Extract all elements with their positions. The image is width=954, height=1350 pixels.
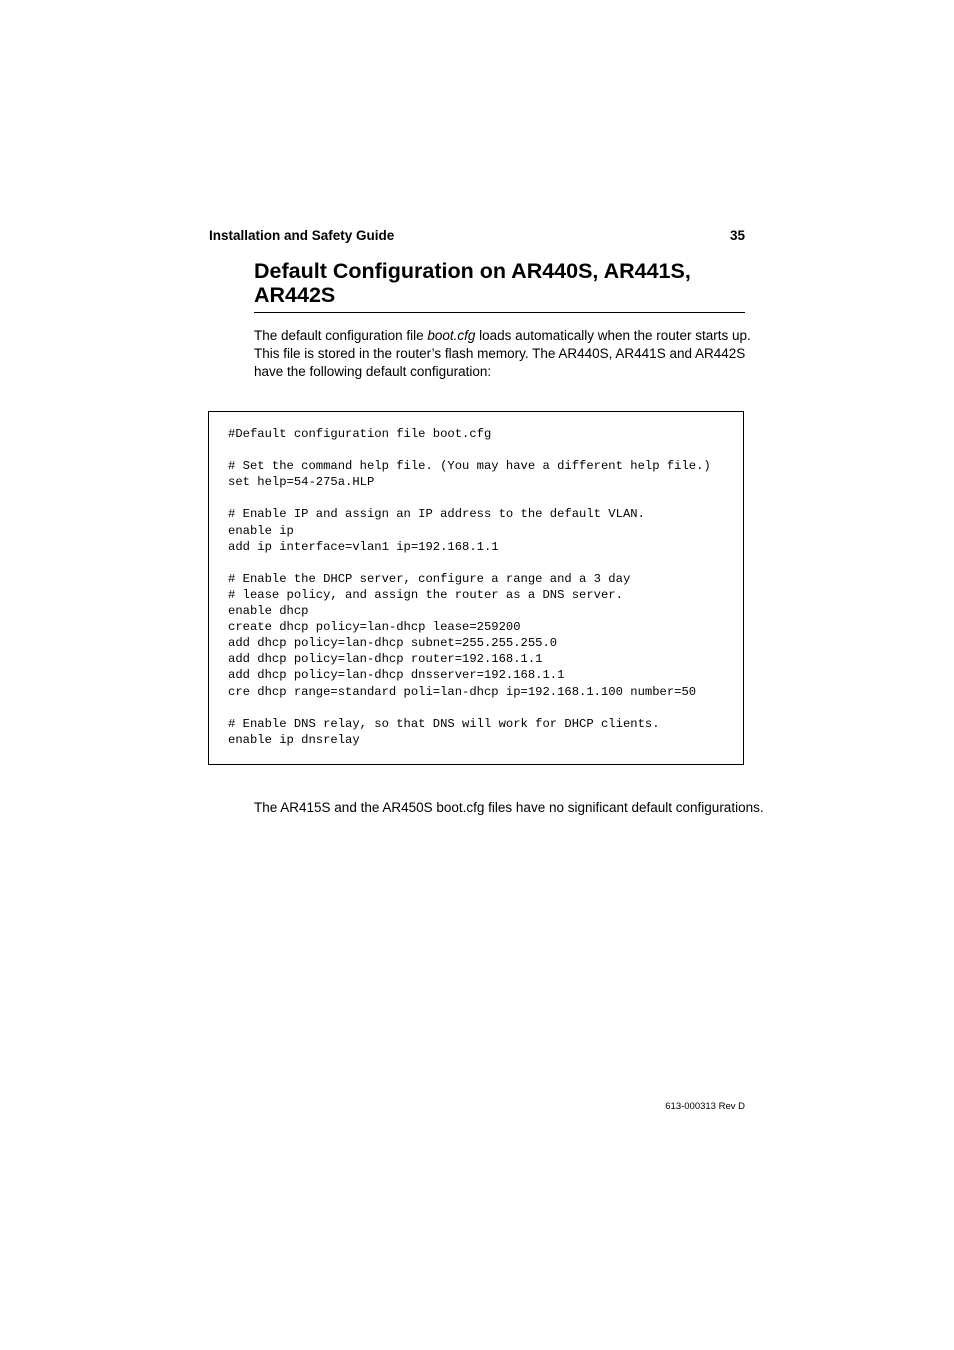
code-line: set help=54-275a.HLP xyxy=(228,475,375,490)
intro-line-2: This file is stored in the router’s flash memory. The AR440S, AR441S and AR442S xyxy=(254,346,746,361)
document-revision-code: 613-000313 Rev D xyxy=(665,1101,745,1112)
running-header xyxy=(209,228,745,246)
code-line: # lease policy, and assign the router as a DNS server. xyxy=(228,587,623,602)
code-line: cre dhcp range=standard poli=lan-dhcp ip=192.168.1.100 number=50 xyxy=(228,684,697,699)
code-line: # Enable the DHCP server, configure a range and a 3 day xyxy=(228,571,631,586)
intro-line-1 xyxy=(254,327,754,345)
section-heading-line-1: Default Configuration on AR440S, AR441S, xyxy=(254,259,691,283)
intro-line-1-start: The default configuration file xyxy=(254,328,428,343)
code-line xyxy=(228,555,711,571)
code-line xyxy=(228,490,711,506)
code-line: enable ip xyxy=(228,523,294,538)
guide-title: Installation and Safety Guide xyxy=(209,228,395,243)
intro-paragraph xyxy=(254,327,754,381)
code-line: create dhcp policy=lan-dhcp lease=259200 xyxy=(228,620,521,635)
code-line: add dhcp policy=lan-dhcp router=192.168.1.1 xyxy=(228,652,543,667)
code-line xyxy=(228,700,711,716)
code-line: # Enable DNS relay, so that DNS will work for DHCP clients. xyxy=(228,716,660,731)
code-line: add dhcp policy=lan-dhcp subnet=255.255.255.0 xyxy=(228,636,558,651)
code-line: enable dhcp xyxy=(228,604,309,619)
intro-line-3: have the following default configuration: xyxy=(254,364,492,379)
code-line: enable ip dnsrelay xyxy=(228,732,360,747)
outro-paragraph: The AR415S and the AR450S boot.cfg files have no significant default configurations. xyxy=(254,800,764,815)
config-code-listing xyxy=(228,426,711,748)
section-heading-line-2: AR442S xyxy=(254,283,336,307)
code-line: #Default configuration file boot.cfg xyxy=(228,427,492,441)
section-heading xyxy=(254,259,745,313)
page-number: 35 xyxy=(729,228,745,243)
code-line: # Enable IP and assign an IP address to the default VLAN. xyxy=(228,507,645,522)
config-code-box xyxy=(208,411,744,765)
code-line xyxy=(228,442,711,458)
code-line: # Set the command help file. (You may have a different help file.) xyxy=(228,459,711,474)
intro-line-1-end: loads automatically when the router starts up. xyxy=(475,328,751,343)
boot-cfg-filename: boot.cfg xyxy=(427,328,476,343)
code-line: add ip interface=vlan1 ip=192.168.1.1 xyxy=(228,539,499,554)
code-line: add dhcp policy=lan-dhcp dnsserver=192.168.1.1 xyxy=(228,668,565,683)
